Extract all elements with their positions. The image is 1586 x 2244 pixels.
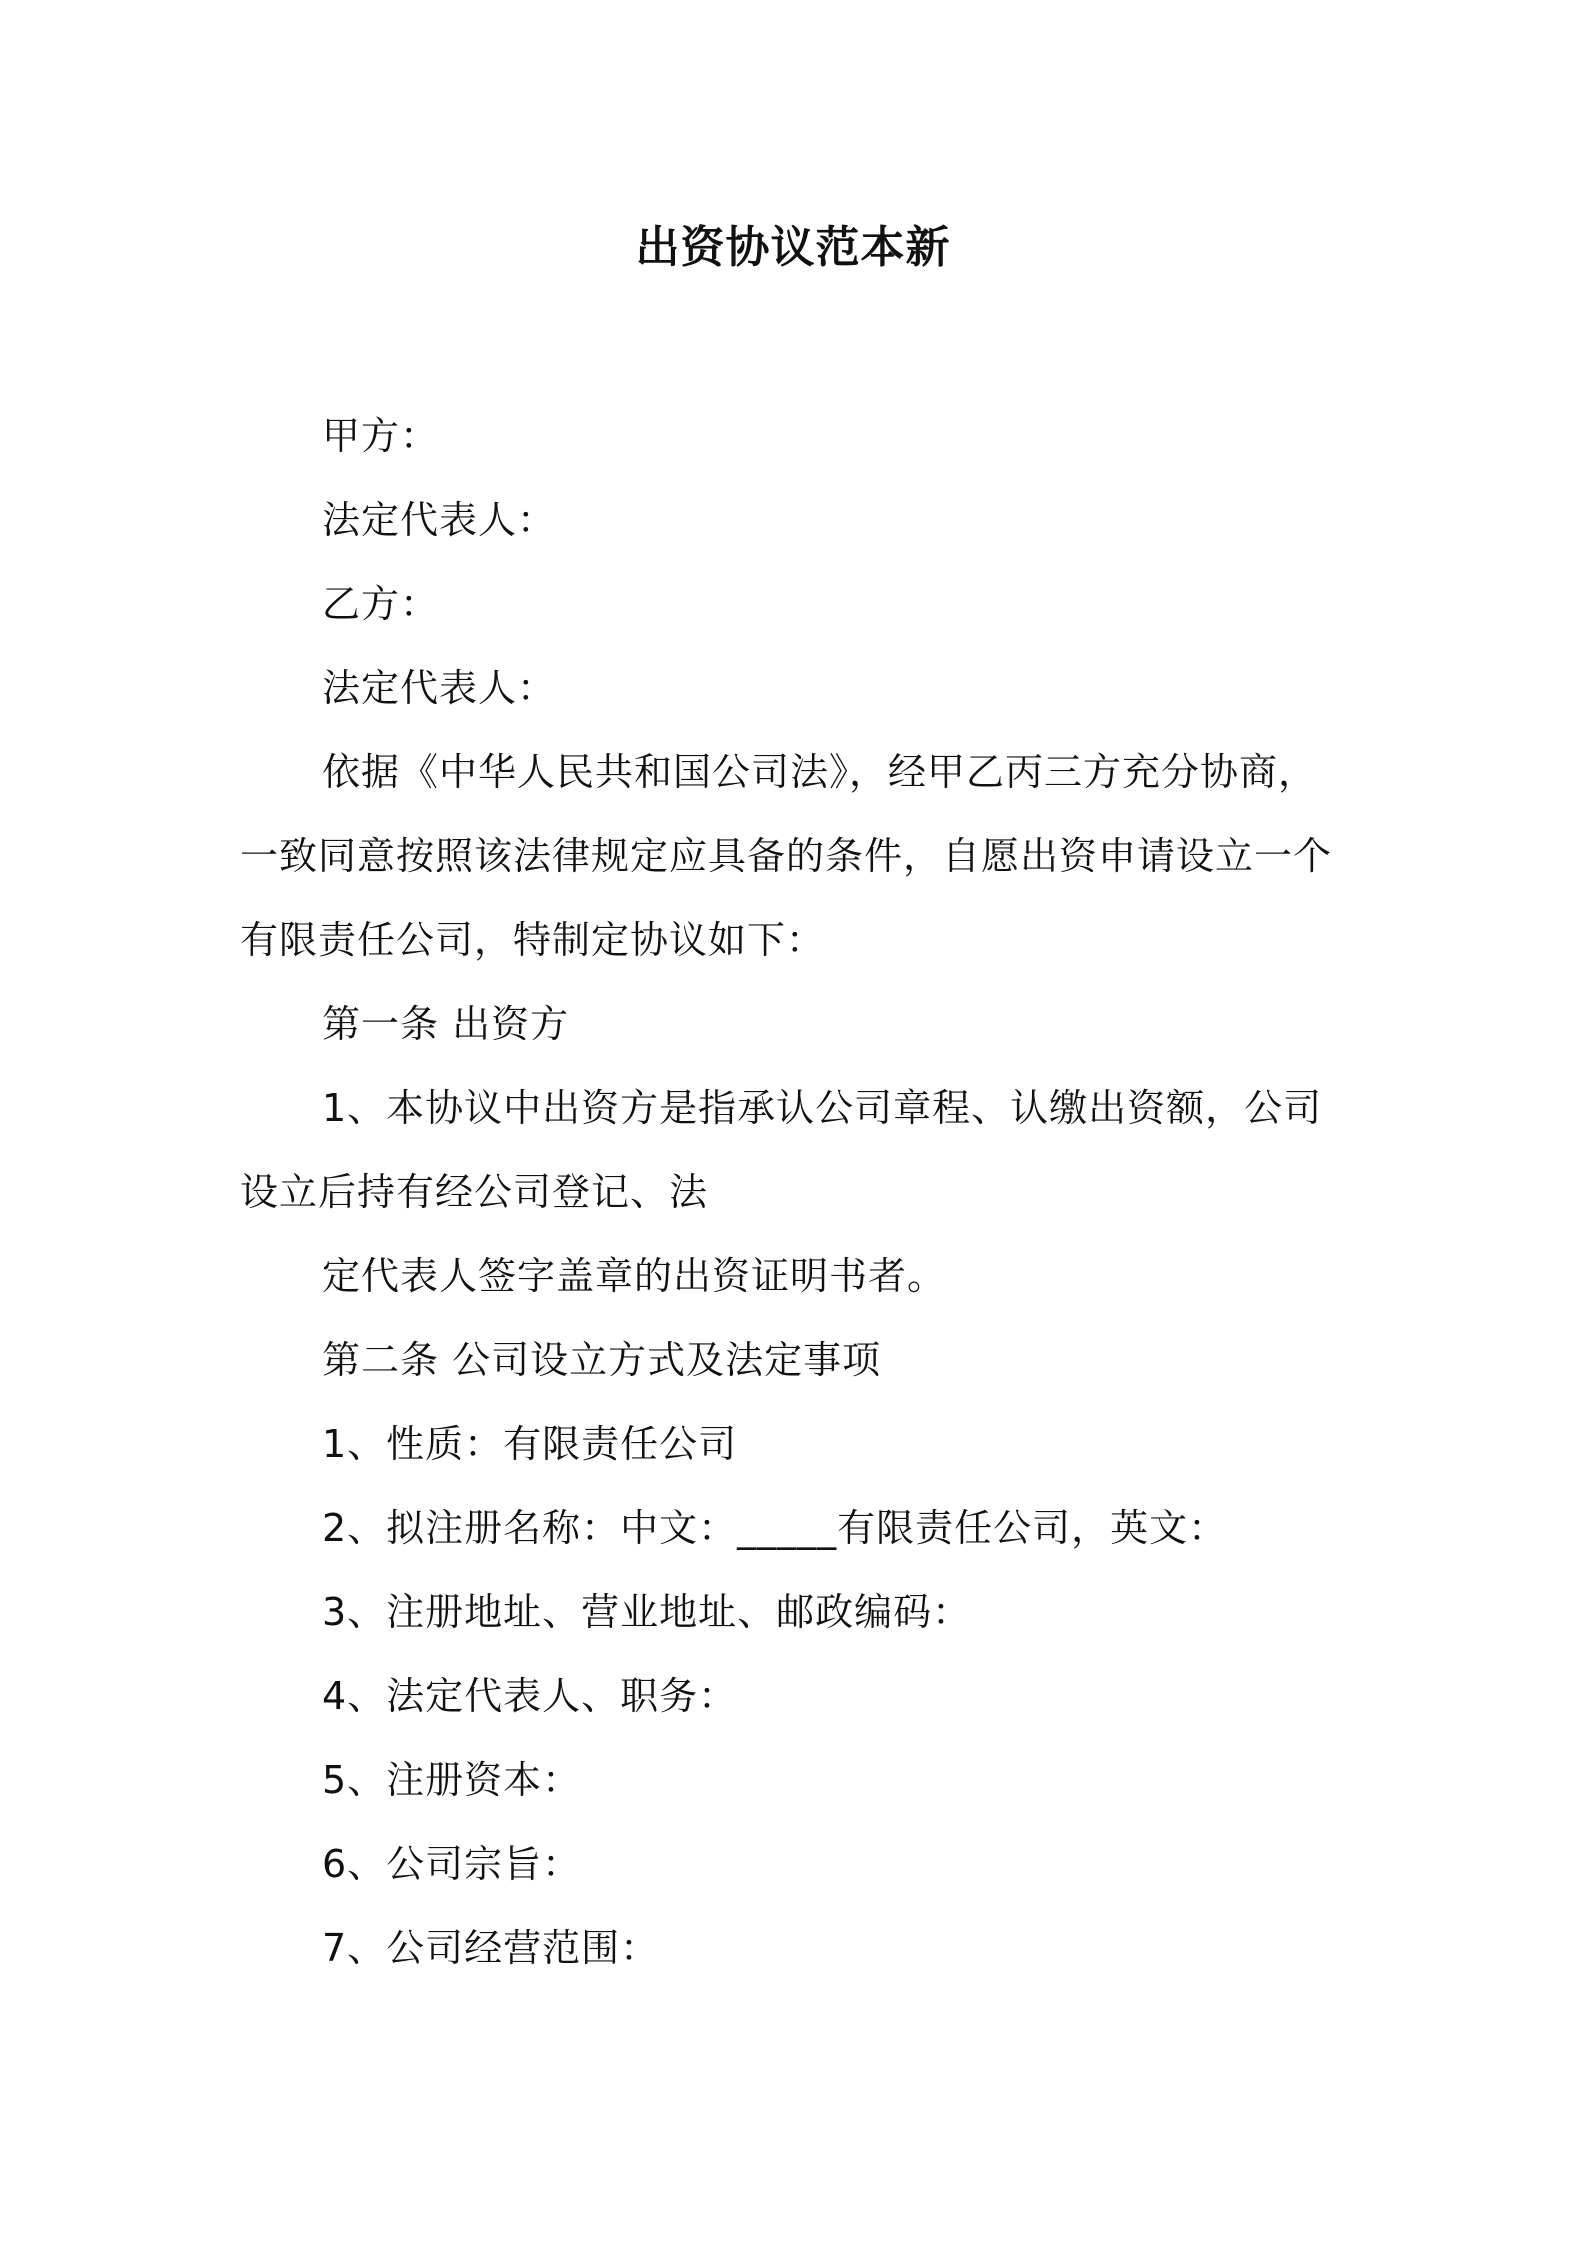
article-2-item-3: 3、注册地址、营业地址、邮政编码： — [322, 1590, 972, 1634]
party-a-line: 甲方： — [322, 414, 440, 458]
article-2-item-1: 1、性质：有限责任公司 — [322, 1422, 738, 1466]
article-1-heading: 第一条 出资方 — [322, 1002, 570, 1046]
article-1-clause-1-line-1: 1、本协议中出资方是指承认公司章程、认缴出资额，公司 — [322, 1086, 1323, 1130]
article-1-clause-1-line-3: 定代表人签字盖章的出资证明书者。 — [322, 1254, 947, 1298]
preamble-line-1: 依据《中华人民共和国公司法》，经甲乙丙三方充分协商， — [322, 750, 1318, 794]
party-b-representative-line: 法定代表人： — [322, 666, 557, 710]
party-b-line: 乙方： — [322, 582, 440, 626]
article-2-item-5: 5、注册资本： — [322, 1758, 582, 1802]
article-2-heading: 第二条 公司设立方式及法定事项 — [322, 1338, 882, 1382]
article-1-clause-1-line-2: 设立后持有经公司登记、法 — [240, 1170, 709, 1214]
article-2-item-2: 2、拟注册名称：中文：_____有限责任公司，英文： — [322, 1506, 1228, 1550]
article-2-item-7: 7、公司经营范围： — [322, 1926, 660, 1970]
article-2-item-6: 6、公司宗旨： — [322, 1842, 582, 1886]
article-2-item-4: 4、法定代表人、职务： — [322, 1674, 738, 1718]
document-title: 出资协议范本新 — [635, 222, 951, 273]
party-a-representative-line: 法定代表人： — [322, 498, 557, 542]
preamble-line-3: 有限责任公司，特制定协议如下： — [240, 918, 826, 962]
preamble-line-2: 一致同意按照该法律规定应具备的条件，自愿出资申请设立一个 — [240, 834, 1333, 878]
